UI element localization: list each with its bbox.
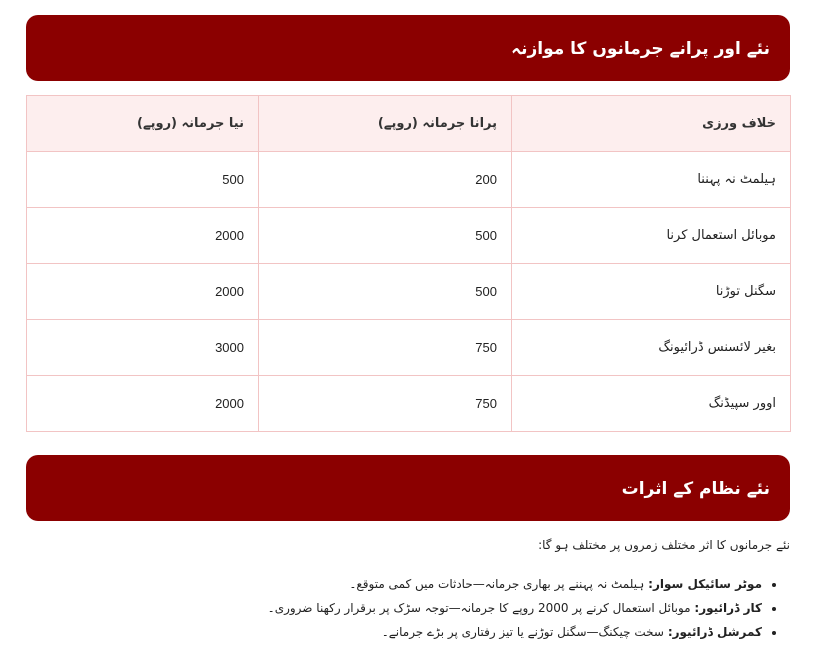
list-item [26, 572, 762, 596]
table-row [27, 208, 791, 264]
effects-section-header [26, 455, 790, 521]
new-fine-cell: 2000 [27, 264, 259, 320]
comparison-section-title: نئے اور پرانے جرمانوں کا موازنہ [511, 38, 770, 59]
effect-text: ہیلمٹ نہ پہننے پر بھاری جرمانہ—حادثات میں کمی متوقع۔ [349, 577, 645, 591]
table-row [27, 152, 791, 208]
violation-cell: اوور سپیڈنگ [512, 376, 791, 432]
fines-comparison-table [26, 95, 791, 432]
violation-cell: ہیلمٹ نہ پہننا [512, 152, 791, 208]
new-fine-cell: 2000 [27, 208, 259, 264]
effect-text: سخت چیکنگ—سگنل توڑنے یا تیز رفتاری پر بڑے جرمانے۔ [381, 625, 664, 639]
comparison-section-header [26, 15, 790, 81]
violation-cell: موبائل استعمال کرنا [512, 208, 791, 264]
table-row [27, 320, 791, 376]
list-item [26, 596, 762, 620]
old-fine-cell: 750 [259, 376, 512, 432]
new-fine-cell: 2000 [27, 376, 259, 432]
list-item [26, 620, 762, 644]
new-fine-cell: 3000 [27, 320, 259, 376]
effects-intro: نئے جرمانوں کا اثر مختلف زمروں پر مختلف ہو گا: [538, 538, 790, 552]
new-fine-cell: 500 [27, 152, 259, 208]
effects-section-title: نئے نظام کے اثرات [621, 478, 770, 499]
header-old-fine: پرانا جرمانہ (روپے) [259, 96, 512, 152]
old-fine-cell: 750 [259, 320, 512, 376]
header-new-fine: نیا جرمانہ (روپے) [27, 96, 259, 152]
violation-cell: سگنل توڑنا [512, 264, 791, 320]
effect-label: کمرشل ڈرائیور: [667, 625, 762, 639]
old-fine-cell: 500 [259, 208, 512, 264]
table-header-row [27, 96, 791, 152]
violation-cell: بغیر لائسنس ڈرائیونگ [512, 320, 791, 376]
effect-label: موٹر سائیکل سوار: [648, 577, 762, 591]
effects-list [26, 572, 790, 644]
table-row [27, 264, 791, 320]
header-violation: خلاف ورزی [512, 96, 791, 152]
table-row [27, 376, 791, 432]
old-fine-cell: 200 [259, 152, 512, 208]
effect-text: موبائل استعمال کرنے پر 2000 روپے کا جرمانہ—توجہ سڑک پر برقرار رکھنا ضروری۔ [267, 601, 691, 615]
effect-label: کار ڈرائیور: [694, 601, 762, 615]
old-fine-cell: 500 [259, 264, 512, 320]
